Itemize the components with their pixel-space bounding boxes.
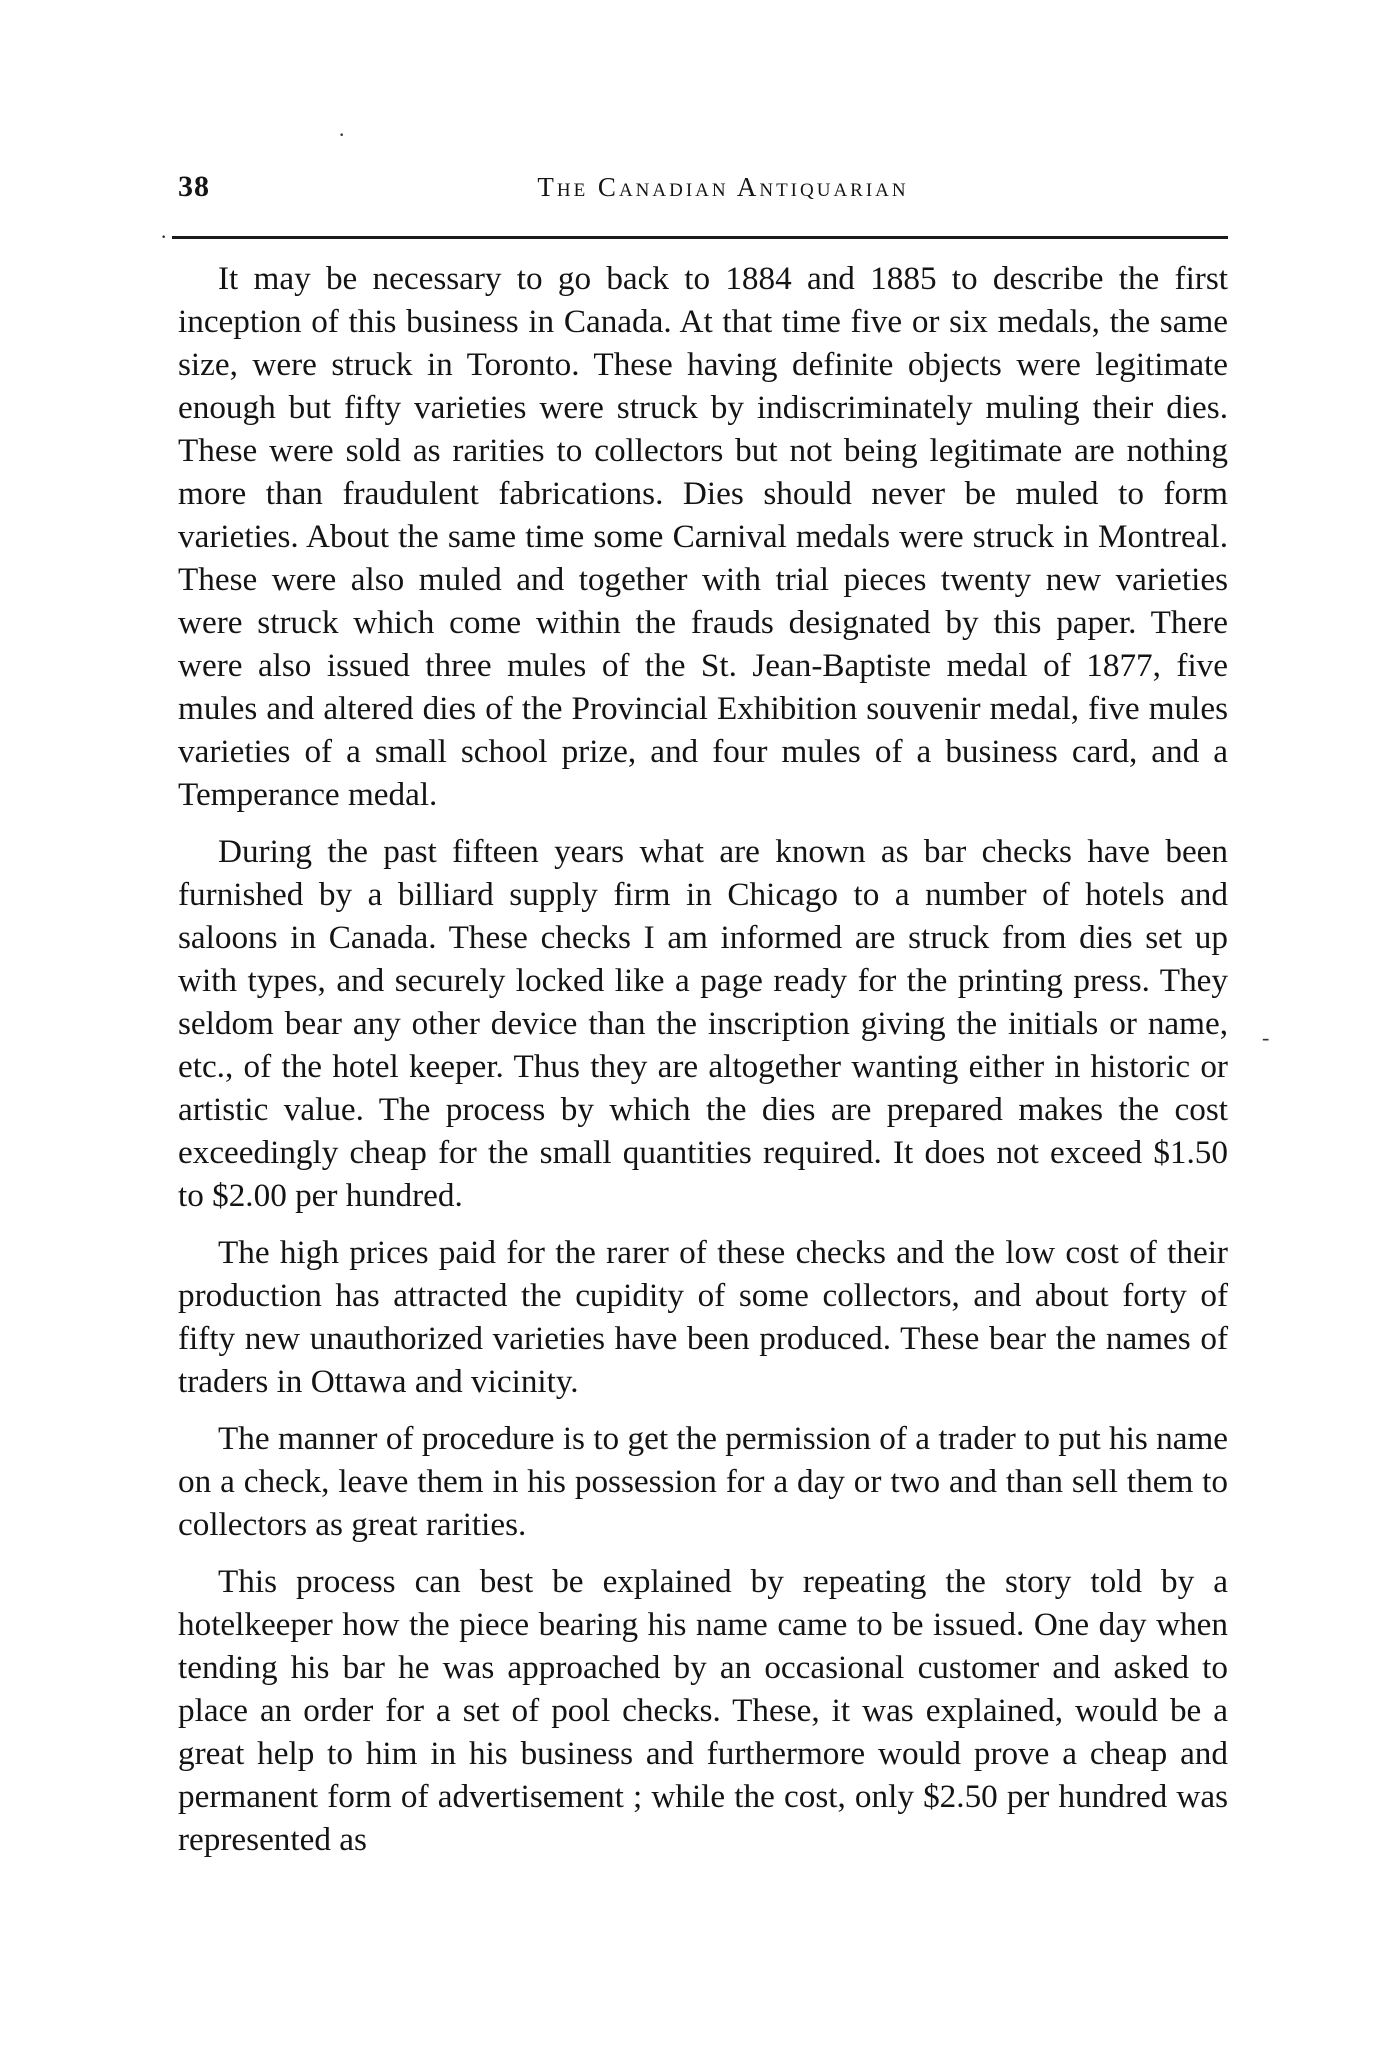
- paragraph: The manner of procedure is to get the permission of a trader to put his name on a check, leave them in his possession for a day or two and than sell them to collectors as great rarities.: [178, 1420, 1228, 1543]
- paragraph: The high prices paid for the rarer of these checks and the low cost of their production has attracted the cupidity of some collectors, and about forty of fifty new unauthorized varieties have been produced. These bear the names of traders in Ottawa and vicinity.: [178, 1234, 1228, 1400]
- paragraph: It may be necessary to go back to 1884 and 1885 to describe the first inception of this business in Canada. At that time five or six medals, the same size, were struck in Toronto. These having definite objects were legitimate enough but fifty varieties were struck by indiscriminately muling their dies. These were sold as rarities to collectors but not being legitimate are nothing more than fraudulent fabrications. Dies should never be muled to form varieties. About the same time some Carnival medals were struck in Montreal. These were also muled and together with trial pieces twenty new varieties were struck which come within the frauds designated by this paper. There were also issued three mules of the St. Jean-Baptiste medal of 1877, five mules and altered dies of the Provincial Exhibition souvenir medal, five mules varieties of a small school prize, and four mules of a business card, and a Temperance medal.: [178, 260, 1228, 813]
- print-speck: -: [1262, 1025, 1270, 1050]
- page-number: 38: [178, 170, 210, 203]
- print-speck: ·: [160, 224, 168, 249]
- paragraph: This process can best be explained by repeating the story told by a hotelkeeper how the piece bearing his name came to be issued. One day when tending his bar he was approached by an occasional customer and asked to place an order for a set of pool checks. These, it was explained, would be a great help to him in his business and furthermore would prove a cheap and permanent form of advertisement ; while the cost, only $2.50 per hundred was represented as: [178, 1563, 1228, 1858]
- running-title: The Canadian Antiquarian: [537, 172, 909, 202]
- page-header: [178, 160, 1228, 210]
- header-rule: [172, 236, 1228, 239]
- paragraph: During the past fifteen years what are known as bar checks have been furnished by a billiard supply firm in Chicago to a number of hotels and saloons in Canada. These checks I am informed are struck from dies set up with types, and securely locked like a page ready for the printing press. They seldom bear any other device than the inscription giving the initials or name, etc., of the hotel keeper. Thus they are altogether wanting either in historic or artistic value. The process by which the dies are prepared makes the cost exceedingly cheap for the small quantities required. It does not exceed $1.50 to $2.00 per hundred.: [178, 833, 1228, 1214]
- print-speck: ·: [338, 122, 346, 147]
- body-text: [178, 257, 1228, 1875]
